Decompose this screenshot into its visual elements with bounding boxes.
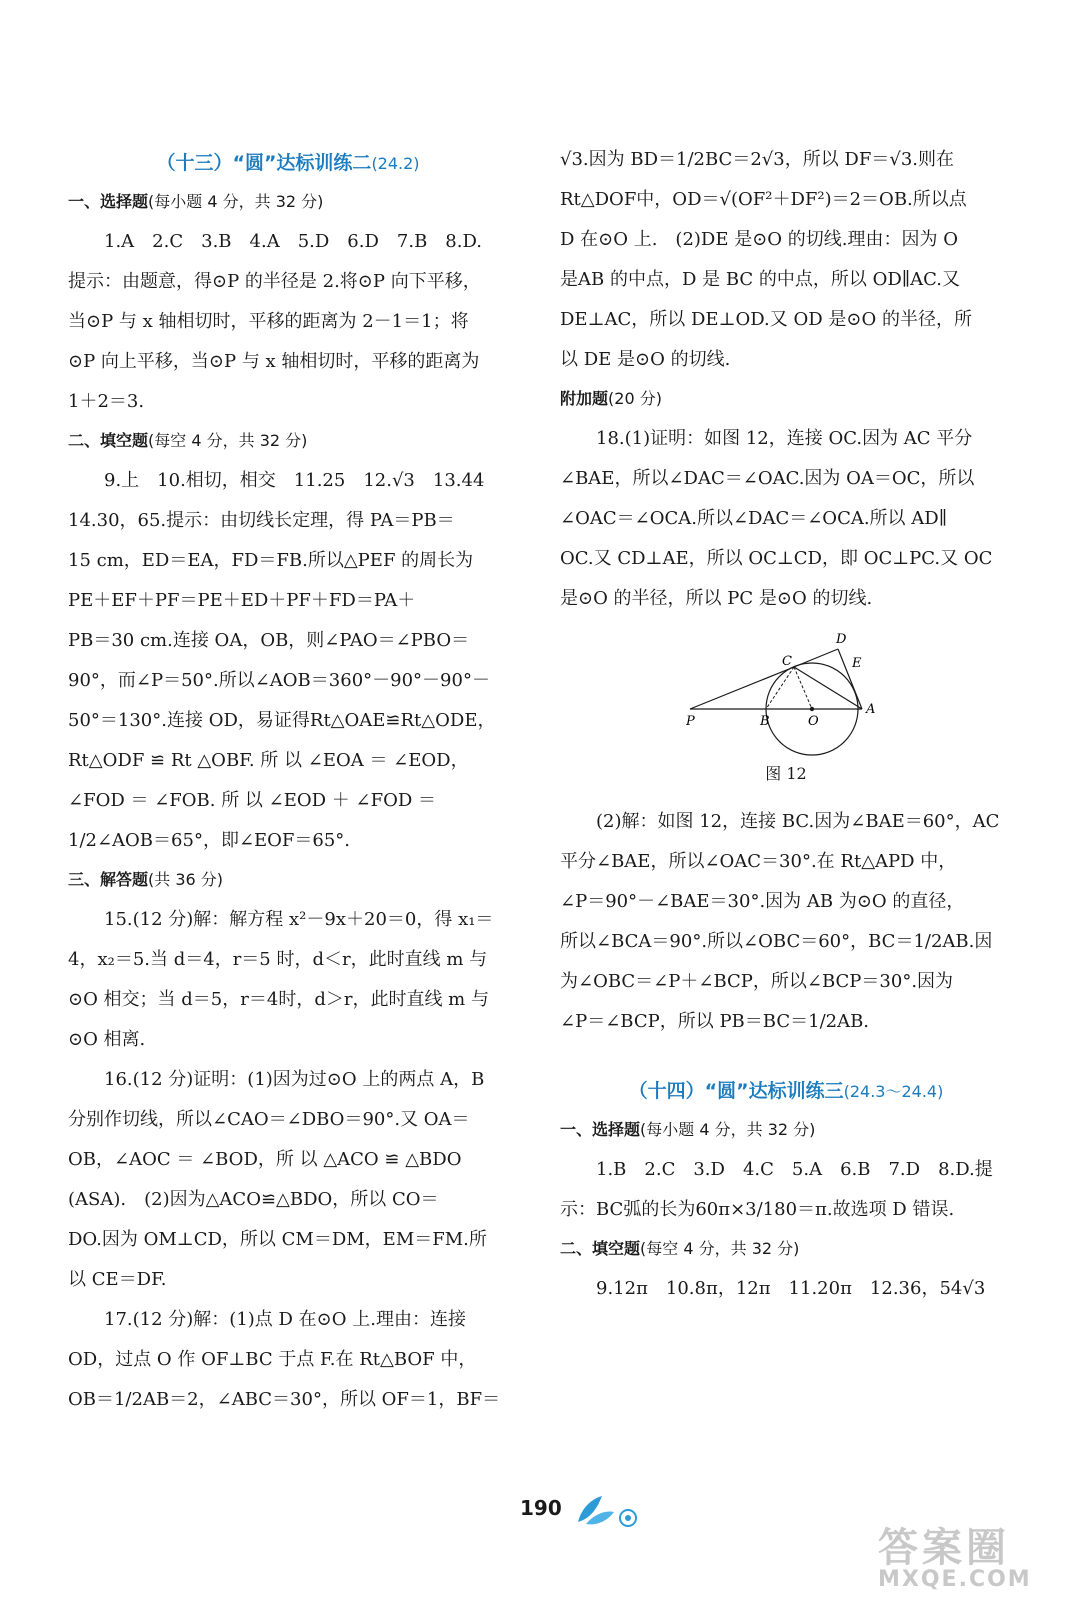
answer-line: ∠FOD ＝ ∠FOB. 所 以 ∠EOD ＋ ∠FOD ＝: [68, 790, 436, 811]
label-a: A: [866, 702, 876, 717]
answer-line: 4，x₂＝5.当 d＝4，r＝5 时，d＜r，此时直线 m 与: [68, 949, 488, 970]
page-number: 190: [520, 1496, 562, 1520]
answer-line: ∠OAC＝∠OCA.所以∠DAC＝∠OCA.所以 AD∥: [560, 508, 948, 529]
answer-line: ∠P＝90°－∠BAE＝30°.因为 AB 为⊙O 的直径，: [560, 891, 965, 912]
answer-line: ⊙O 相离.: [68, 1029, 146, 1050]
answer-line: 示：BC弧的长为60π×3/180＝π.故选项 D 错误.: [560, 1199, 955, 1220]
answer-line: PE＋EF＋PF＝PE＋ED＋PF＋FD＝PA＋: [68, 590, 416, 611]
answer-line: ⊙O 相交；当 d＝5，r＝4时，d＞r，此时直线 m 与: [68, 989, 489, 1010]
line-pc: [690, 667, 794, 709]
answer-line: 1.A 2.C 3.B 4.A 5.D 6.D 7.B 8.D.: [104, 231, 482, 252]
answer-line: ⊙P 向上平移，当⊙P 与 x 轴相切时，平移的距离为: [68, 351, 480, 372]
answer-line: 是⊙O 的半径，所以 PC 是⊙O 的切线.: [560, 588, 873, 609]
section-title-13: （十三）“圆”达标训练二(24.2): [156, 152, 420, 174]
answer-line: (ASA). (2)因为△ACO≌△BDO，所以 CO＝: [68, 1189, 439, 1210]
label-d: D: [836, 632, 847, 647]
answer-line: 当⊙P 与 x 轴相切时，平移的距离为 2－1＝1；将: [68, 311, 469, 332]
answer-line: 平分∠BAE，所以∠OAC＝30°.在 Rt△APD 中，: [560, 851, 957, 872]
point-o: [810, 707, 814, 711]
line-co: [794, 667, 812, 709]
line-cd: [794, 649, 838, 667]
answer-line: 15 cm，ED＝EA，FD＝FB.所以△PEF 的周长为: [68, 550, 474, 571]
answer-line: DO.因为 OM⊥CD，所以 CM＝DM，EM＝FM.所: [68, 1229, 487, 1250]
answer-line: 提示：由题意，得⊙P 的半径是 2.将⊙P 向下平移，: [68, 271, 481, 292]
answer-line: OB＝1/2AB＝2，∠ABC＝30°，所以 OF＝1，BF＝: [68, 1389, 501, 1410]
answer-line: 1/2∠AOB＝65°，即∠EOF＝65°.: [68, 830, 351, 851]
answer-line: (2)解：如图 12，连接 BC.因为∠BAE＝60°，AC: [596, 811, 1000, 832]
answer-line: 以 CE＝DF.: [68, 1269, 167, 1290]
heading-solve: 三、解答题(共 36 分): [68, 870, 224, 889]
leaf-logo-icon: [572, 1488, 642, 1532]
watermark: [878, 1516, 1032, 1592]
answer-line: 9.12π 10.8π，12π 11.20π 12.36，54√3: [596, 1278, 986, 1299]
answer-line: 9.上 10.相切，相交 11.25 12.√3 13.44: [104, 470, 485, 491]
label-e: E: [852, 656, 862, 671]
answer-line: 1.B 2.C 3.D 4.C 5.A 6.B 7.D 8.D.提: [596, 1159, 993, 1180]
answer-line: 是AB 的中点，D 是 BC 的中点，所以 OD∥AC.又: [560, 269, 960, 290]
line-ca: [794, 667, 862, 709]
answer-line: OB，∠AOC ＝ ∠BOD，所 以 △ACO ≌ △BDO: [68, 1149, 462, 1170]
answer-line: 17.(12 分)解：(1)点 D 在⊙O 上.理由：连接: [104, 1309, 466, 1330]
heading-fill: 二、填空题(每空 4 分，共 32 分): [68, 431, 308, 450]
label-b: B: [760, 714, 770, 729]
answer-line: DE⊥AC，所以 DE⊥OD.又 OD 是⊙O 的半径，所: [560, 309, 972, 330]
answer-line: ∠P＝∠BCP，所以 PB＝BC＝1/2AB.: [560, 1011, 870, 1032]
geometry-figure-12: [686, 627, 886, 757]
answer-line: OC.又 CD⊥AE，所以 OC⊥CD，即 OC⊥PC.又 OC: [560, 548, 993, 569]
answer-line: 1＋2＝3.: [68, 391, 145, 412]
answer-line: D 在⊙O 上. (2)DE 是⊙O 的切线.理由：因为 O: [560, 229, 958, 250]
answer-line: 分别作切线，所以∠CAO＝∠DBO＝90°.又 OA＝: [68, 1109, 470, 1130]
answer-line: OD，过点 O 作 OF⊥BC 于点 F.在 Rt△BOF 中，: [68, 1349, 477, 1370]
answer-line: Rt△DOF中，OD＝√(OF²＋DF²)＝2＝OB.所以点: [560, 189, 967, 210]
answer-line: 14.30，65.提示：由切线长定理，得 PA＝PB＝: [68, 510, 455, 531]
heading-choice: 一、选择题(每小题 4 分，共 32 分): [68, 192, 324, 211]
answer-line: 15.(12 分)解：解方程 x²－9x＋20＝0，得 x₁＝: [104, 909, 494, 930]
section-title-14: （十四）“圆”达标训练三(24.3～24.4): [628, 1080, 944, 1102]
answer-line: PB＝30 cm.连接 OA，OB，则∠PAO＝∠PBO＝: [68, 630, 470, 651]
answer-line: 18.(1)证明：如图 12，连接 OC.因为 AC 平分: [596, 428, 973, 449]
left-column: [68, 140, 508, 1420]
answer-line: ∠BAE，所以∠DAC＝∠OAC.因为 OA＝OC，所以: [560, 468, 975, 489]
heading-choice-2: 一、选择题(每小题 4 分，共 32 分): [560, 1120, 816, 1139]
answer-line: 90°，而∠P＝50°.所以∠AOB＝360°－90°－90°－: [68, 670, 490, 691]
answer-line: 为∠OBC＝∠P＋∠BCP，所以∠BCP＝30°.因为: [560, 971, 954, 992]
heading-extra: 附加题(20 分): [560, 389, 662, 408]
answer-line: 50°＝130°.连接 OD，易证得Rt△OAE≌Rt△ODE，: [68, 710, 496, 731]
right-column: [560, 140, 1012, 1309]
watermark-top: 答案圈: [878, 1525, 1010, 1571]
answer-line: √3.因为 BD＝1/2BC＝2√3，所以 DF＝√3.则在: [560, 149, 954, 170]
watermark-bottom: MXQE.COM: [878, 1567, 1032, 1592]
figure-caption: 图 12: [765, 764, 807, 783]
label-p: P: [686, 714, 695, 729]
label-o: O: [808, 714, 819, 729]
answer-line: 以 DE 是⊙O 的切线.: [560, 349, 731, 370]
answer-line: 16.(12 分)证明：(1)因为过⊙O 上的两点 A，B: [104, 1069, 485, 1090]
label-c: C: [782, 654, 792, 669]
answer-line: Rt△ODF ≌ Rt △OBF. 所 以 ∠EOA ＝ ∠EOD，: [68, 750, 469, 771]
heading-fill-2: 二、填空题(每空 4 分，共 32 分): [560, 1239, 800, 1258]
answer-line: 所以∠BCA＝90°.所以∠OBC＝60°，BC＝1/2AB.因: [560, 931, 993, 952]
